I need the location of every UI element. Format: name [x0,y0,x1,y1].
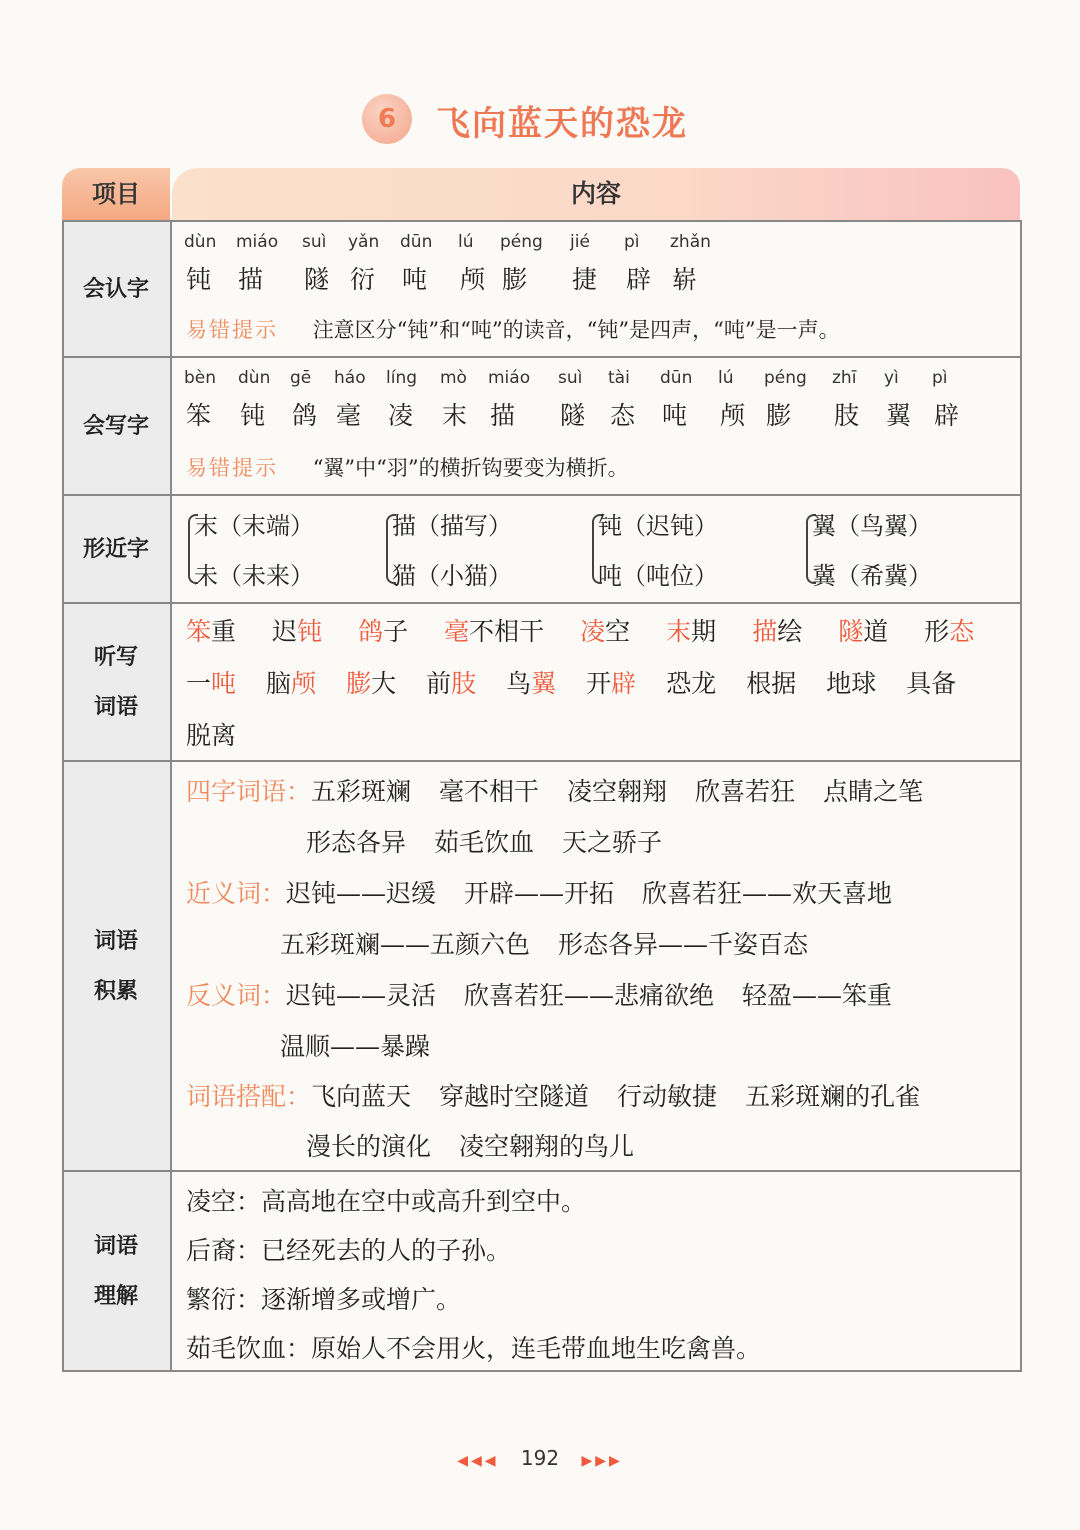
word-part: 笨 [186,617,212,646]
word-part: 根据 [746,669,797,698]
word: 天之骄子 [562,828,663,857]
similar-char: 描（描写） [392,512,512,540]
word: 五彩斑斓——五颜六色 [280,930,531,959]
character: 吨 [402,265,428,294]
word: 欣喜若狂——悲痛欲绝 [464,981,715,1010]
page-number: 192 [520,1446,560,1470]
table-header [62,168,1020,220]
pinyin: mò [440,368,467,388]
word: 五彩斑斓 [311,777,412,806]
word-part: 恐龙 [666,669,717,698]
character: 翼 [886,401,912,430]
pinyin: péng [764,368,807,388]
word: 飞向蓝天 [311,1082,412,1111]
word-part: 子 [383,617,409,646]
word: 迟钝——灵活 [286,981,437,1010]
tip-text: 注意区分“钝”和“吨”的读音，“钝”是四声，“吨”是一声。 [312,318,840,342]
label-line: 词语 [93,929,138,954]
lesson-header [0,92,1080,152]
word-part: 态 [949,617,975,646]
word-part: 形 [924,617,950,646]
word: 轻盈——笨重 [742,981,893,1010]
word: 五彩斑斓的孔雀 [745,1082,921,1111]
category-label: 词语搭配： [186,1082,312,1111]
page-footer [0,1446,1080,1470]
study-table [62,168,1020,1363]
pinyin: háo [334,368,366,388]
word-part: 绘 [777,617,803,646]
character: 崭 [672,265,698,294]
word-part: 隧 [838,617,864,646]
tip-label: 易错提示 [186,318,278,342]
word-part: 不相干 [469,617,545,646]
header-content: 内容 [172,168,1020,220]
character: 态 [610,401,636,430]
character: 凌 [388,401,414,430]
word-part: 描 [752,617,778,646]
word-part: 期 [691,617,717,646]
word: 穿越时空隧道 [439,1082,590,1111]
word-part: 开 [586,669,612,698]
word: 茹毛饮血 [434,828,535,857]
pinyin: zhī [832,368,857,388]
word-part: 鸟 [506,669,532,698]
character: 笨 [186,401,212,430]
word-part: 颅 [291,669,317,698]
word-part: 一 [186,669,212,698]
character: 钝 [240,401,266,430]
label-line: 词语 [93,695,138,720]
lesson-title: 飞向蓝天的恐龙 [436,104,688,144]
word-part: 空 [605,617,631,646]
definition: 繁衍：逐渐增多或增广。 [186,1285,462,1314]
dictation-line: 脱离 [186,721,237,750]
word: 形态各异 [306,828,407,857]
word-part: 前 [426,669,452,698]
pinyin: pì [624,232,640,252]
word: 欣喜若狂——欢天喜地 [642,879,893,908]
similar-char: 冀（希冀） [812,562,932,590]
pinyin: péng [500,232,543,252]
label-line: 词语 [93,1234,138,1259]
character: 膨 [766,401,792,430]
word-part: 大 [371,669,397,698]
word-part: 道 [863,617,889,646]
word-part: 地球 [826,669,877,698]
category-label: 反义词： [186,981,287,1010]
word-part: 辟 [611,669,637,698]
pinyin: jié [570,232,590,252]
pinyin: bèn [184,368,217,388]
similar-char: 猫（小猫） [392,562,512,590]
character: 鸽 [292,401,318,430]
similar-char: 未（未来） [194,562,314,590]
word: 形态各异——千姿百态 [558,930,809,959]
label-line: 听写 [93,645,138,670]
word: 迟钝——迟缓 [286,879,437,908]
pinyin: tài [608,368,630,388]
pinyin: dùn [238,368,271,388]
pinyin: miáo [488,368,531,388]
word: 凌空翱翔 [567,777,668,806]
word: 欣喜若狂 [695,777,796,806]
header-item: 项目 [62,168,170,220]
pinyin: miáo [236,232,279,252]
pinyin: pì [932,368,948,388]
character: 吨 [662,401,688,430]
pinyin: yǎn [348,232,380,252]
word-part: 膨 [346,669,372,698]
word: 开辟——开拓 [464,879,615,908]
character: 辟 [934,401,960,430]
word-part: 凌 [580,617,606,646]
next-arrows-icon: ▶▶▶ [581,1453,623,1469]
character: 末 [442,401,468,430]
character: 肢 [834,401,860,430]
tip-text: “翼”中“羽”的横折钩要变为横折。 [312,456,629,480]
table-border [62,220,1022,1372]
character: 隧 [304,265,330,294]
definition: 茹毛饮血：原始人不会用火，连毛带血地生吃禽兽。 [186,1334,762,1363]
word-part: 末 [666,617,692,646]
character: 描 [238,265,264,294]
pinyin: yì [884,368,899,388]
pinyin: gē [290,368,312,388]
similar-char: 末（末端） [194,512,314,540]
definition: 凌空：高高地在空中或高升到空中。 [186,1187,587,1216]
row-label: 会认字 [62,222,172,358]
word-part: 重 [211,617,237,646]
row-label: 形近字 [62,496,172,604]
word-part: 翼 [531,669,557,698]
similar-char: 吨（吨位） [598,562,718,590]
word: 漫长的演化 [306,1132,432,1161]
pinyin: suì [302,232,327,252]
word-part: 肢 [451,669,477,698]
character: 隧 [560,401,586,430]
character: 钝 [186,265,212,294]
label-line: 积累 [93,979,138,1004]
definition: 后裔：已经死去的人的子孙。 [186,1236,512,1265]
pinyin: dūn [400,232,433,252]
character: 捷 [572,265,598,294]
word: 温顺——暴躁 [280,1032,431,1061]
character: 辟 [626,265,652,294]
word: 点睛之笔 [823,777,924,806]
label-line: 理解 [93,1284,138,1309]
category-label: 四字词语： [186,777,312,806]
word-part: 毫 [444,617,470,646]
character: 颅 [720,401,746,430]
character: 颅 [460,265,486,294]
pinyin: dūn [660,368,693,388]
pinyin: zhǎn [670,232,711,252]
word-part: 迟 [272,617,298,646]
pinyin: lú [718,368,734,388]
pinyin: líng [386,368,418,388]
pinyin: lú [458,232,474,252]
character: 衍 [350,265,376,294]
similar-char: 翼（鸟翼） [812,512,932,540]
pinyin: suì [558,368,583,388]
word-part: 钝 [297,617,323,646]
word: 凌空翱翔的鸟儿 [459,1132,635,1161]
category-label: 近义词： [186,879,287,908]
lesson-number-badge: 6 [362,94,412,144]
tip-label: 易错提示 [186,456,278,480]
word: 毫不相干 [439,777,540,806]
prev-arrows-icon: ◀◀◀ [457,1453,499,1469]
word-part: 鸽 [358,617,384,646]
character: 膨 [502,265,528,294]
character: 描 [490,401,516,430]
word-part: 吨 [211,669,237,698]
character: 毫 [336,401,362,430]
word-part: 脑 [266,669,292,698]
word-part: 具备 [906,669,957,698]
word: 行动敏捷 [617,1082,718,1111]
row-label: 会写字 [62,358,172,496]
pinyin: dùn [184,232,217,252]
similar-char: 钝（迟钝） [598,512,718,540]
